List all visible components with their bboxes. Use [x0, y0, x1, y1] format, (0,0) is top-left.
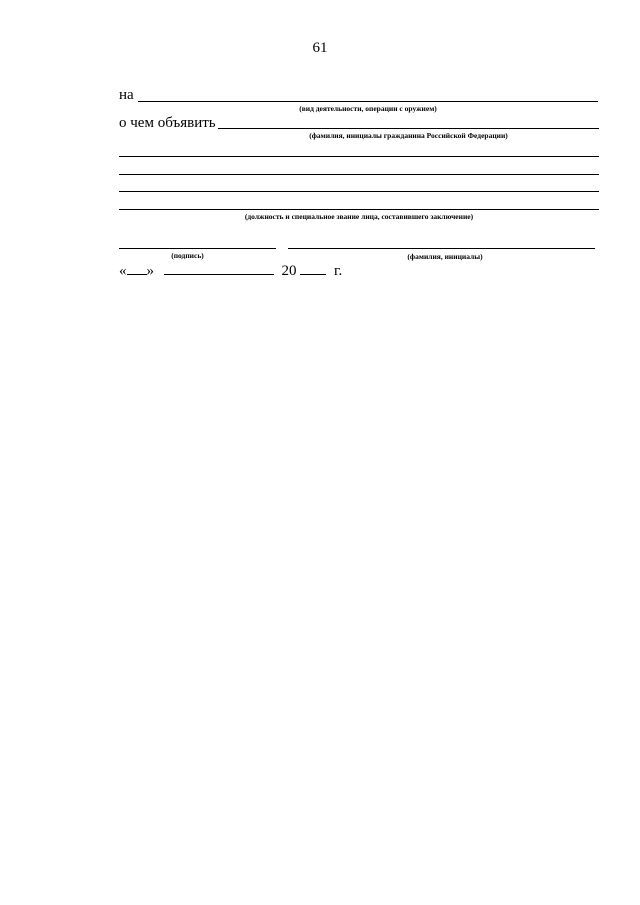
name-caption: (фамилия, инициалы)	[407, 252, 483, 261]
date-year-suffix: г.	[334, 263, 343, 279]
activity-caption: (вид деятельности, операции с оружием)	[299, 104, 437, 113]
page-number: 61	[312, 40, 328, 56]
announce-label: о чем объявить	[119, 115, 216, 131]
signature-field[interactable]	[119, 248, 276, 249]
signature-caption: (подпись)	[171, 251, 204, 260]
activity-field[interactable]	[138, 101, 598, 102]
blank-line-2[interactable]	[119, 174, 599, 175]
date-day-field[interactable]	[127, 262, 147, 275]
activity-label: на	[119, 87, 134, 103]
name-field[interactable]	[288, 248, 595, 249]
announce-field[interactable]	[218, 128, 599, 129]
position-field[interactable]	[119, 209, 599, 210]
date-year-field[interactable]	[300, 262, 326, 275]
date-month-field[interactable]	[164, 262, 274, 275]
announce-caption: (фамилия, инициалы гражданина Российской Федерации)	[309, 131, 508, 140]
blank-line-1[interactable]	[119, 156, 599, 157]
date-year-prefix: 20	[281, 263, 297, 279]
date-row	[119, 262, 342, 280]
position-caption: (должность и специальное звание лица, составившего заключение)	[244, 212, 474, 221]
blank-line-3[interactable]	[119, 191, 599, 192]
date-close-quote: »	[146, 263, 154, 279]
date-open-quote: «	[119, 263, 127, 279]
